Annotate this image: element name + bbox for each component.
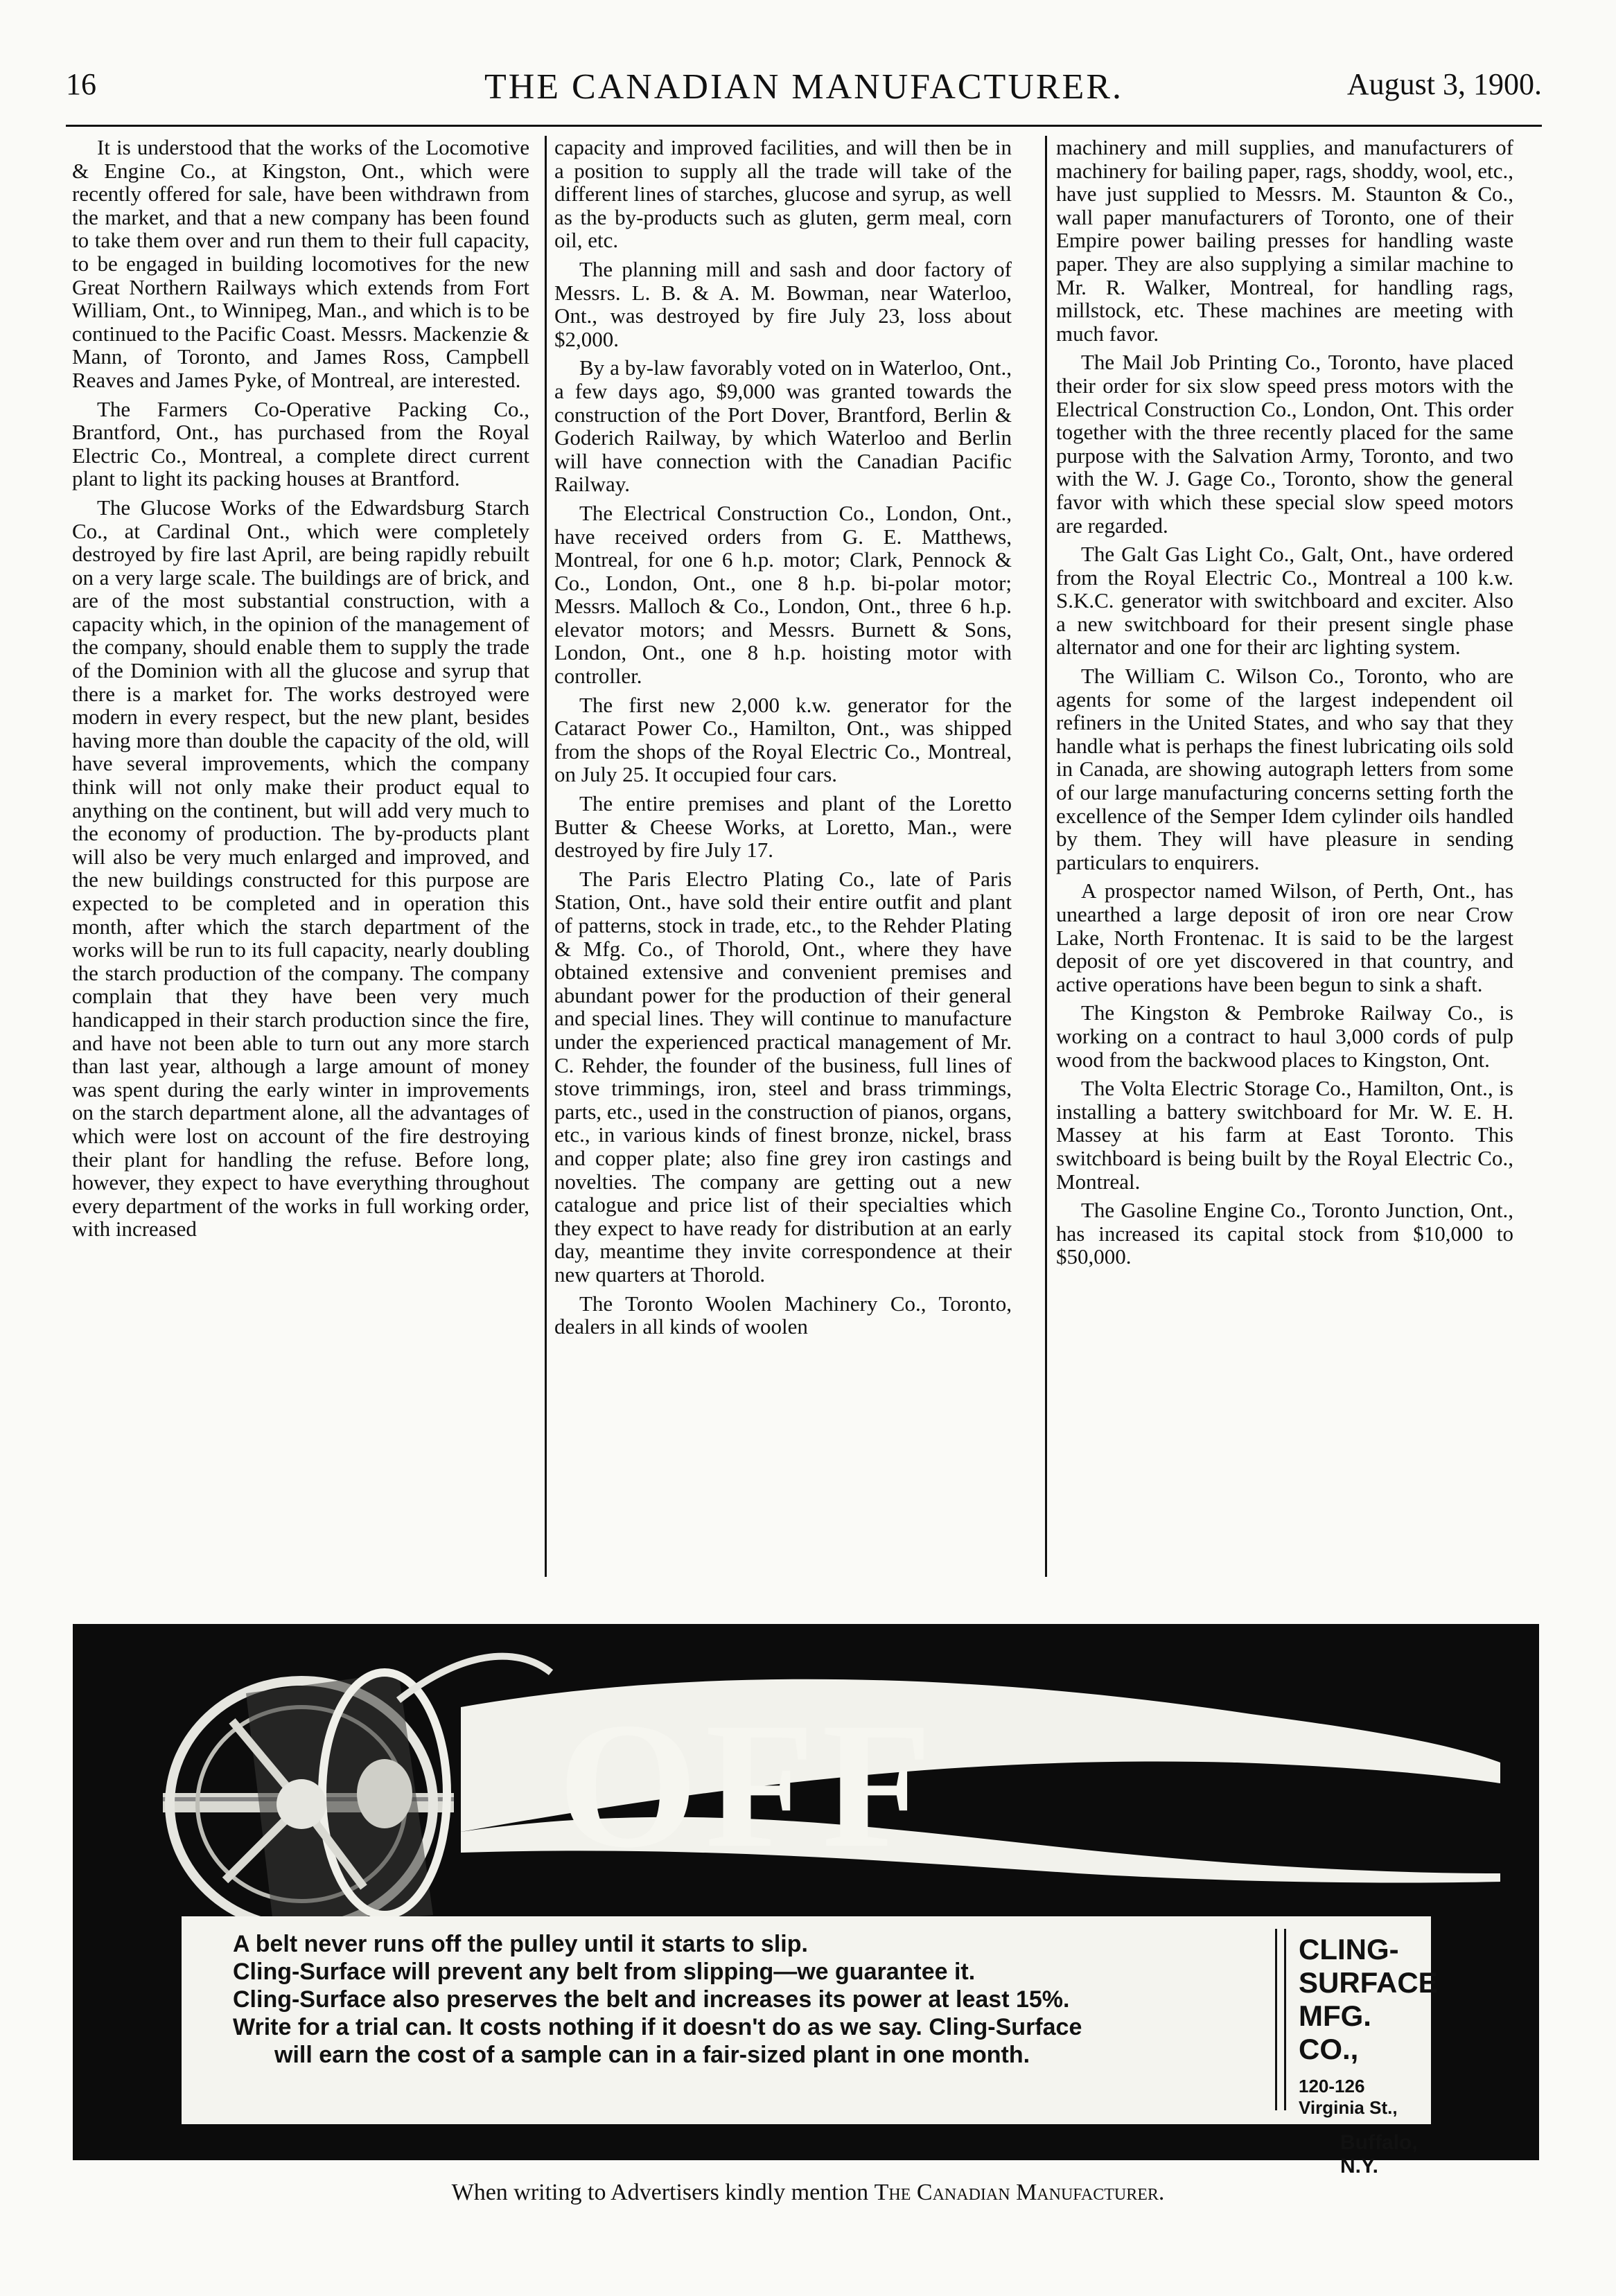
article-gasoline-engine: The Gasoline Engine Co., Toronto Junction, Ont., has increased its capital stock from $10,000 to $50,000.	[1056, 1198, 1513, 1269]
issue-date: August 3, 1900.	[1346, 67, 1542, 101]
ad-line: Cling-Surface will prevent any belt from slipping—we guarantee it.	[233, 1959, 976, 1985]
ad-copy	[233, 1930, 1258, 2069]
header-rule	[66, 125, 1542, 127]
article-kingston-railway: The Kingston & Pembroke Railway Co., is working on a contract to haul 3,000 cords of pulp wood from the backwood places to Kingston, Ont.	[1056, 1000, 1513, 1072]
page-number: 16	[66, 67, 96, 101]
article-continuation: machinery and mill supplies, and manufacturers of machinery for bailing paper, rags, shoddy, wool, etc., have just supplied to Messrs. M. Staunton & Co., wall paper manufacturers of Toronto, one of their Empire power bailing presses for handling waste paper. They are also supplying a similar machine to Mr. R. Walker, Montreal, for handling rags, millstock, etc. These machines are meeting with much favor.	[1056, 136, 1513, 346]
article-wilson-oils: The William C. Wilson Co., Toronto, who are agents for some of the largest independent oil refiners in the United States, and who say that they handle what is perhaps the finest lubricating oils sold in Canada, are showing autograph letters from some of our large manufacturing concerns setting forth the excellence of the Semper Idem cylinder oils handled by them. They will have pleasure in sending particulars to enquirers.	[1056, 664, 1513, 874]
svg-text:OFF: OFF	[558, 1686, 939, 1885]
column-1	[72, 136, 529, 1605]
article-volta-storage: The Volta Electric Storage Co., Hamilton, Ont., is installing a battery switchboard for Mr. W. E. H. Massey at his farm at East Toronto. This switchboard is being built by the Royal Electric Co., Montreal.	[1056, 1076, 1513, 1194]
company-address: 120-126 Virginia St.,	[1299, 2076, 1398, 2118]
article-locomotive-works: It is understood that the works of the Locomotive & Engine Co., at Kingston, Ont., which were recently offered for sale, have been withdrawn from the market, and that a new company has been found to take them over and run them to their full capacity, to be engaged in building locomotives for the new Great Northern Railways which extends from Fort William, Ont., to Winnipeg, Man., and which is to be continued to the Pacific Coast. Messrs. Mackenzie & Mann, of Toronto, and James Ross, Campbell Reaves and James Pyke, of Montreal, are interested.	[72, 136, 529, 392]
footer-text: When writing to Advertisers kindly mention	[451, 2180, 875, 2205]
column-divider	[1045, 136, 1047, 1577]
article-loretto-fire: The entire premises and plant of the Loretto Butter & Cheese Works, at Loretto, Man., were destroyed by fire July 17.	[554, 791, 1012, 863]
article-cataract-generator: The first new 2,000 k.w. generator for the Cataract Power Co., Hamilton, Ont., was shipped from the shops of the Royal Electric Co., Montreal, on July 25. It occupied four cars.	[554, 692, 1012, 787]
company-name-suffix: MFG. CO.,	[1299, 1999, 1371, 2065]
page-footer	[0, 2180, 1616, 2206]
column-divider	[545, 136, 547, 1577]
ad-divider	[1275, 1929, 1286, 2110]
ad-line: A belt never runs off the pulley until it starts to slip.	[233, 1931, 808, 1957]
ad-line: Write for a trial can. It costs nothing if it doesn't do as we say. Cling-Surface	[233, 2014, 1082, 2040]
article-mail-job-printing: The Mail Job Printing Co., Toronto, have placed their order for six slow speed press motors with the Electrical Construction Co., London, Ont. This order together with the three recently placed for the same purpose with the Salvation Army, Toronto, and two with the W. J. Gage Co., Toronto, show the general favor with which these special slow speed motors are regarded.	[1056, 350, 1513, 538]
footer-publication: The Canadian Manufacturer.	[874, 2180, 1165, 2205]
masthead: THE CANADIAN MANUFACTURER.	[484, 67, 1124, 107]
ad-copy-panel	[182, 1916, 1438, 2178]
ad-line: will earn the cost of a sample can in a fair-sized plant in one month.	[274, 2042, 1030, 2068]
article-paris-plating: The Paris Electro Plating Co., late of Paris Station, Ont., have sold their entire outfit and plant of patterns, stock in trade, etc., to the Rehder Plating & Mfg. Co., of Thorold, Ont., where they have obtained extensive and convenient premises and abundant power for the production of their general and special lines. They will continue to manufacture under the experienced practical management of Mr. C. Rehder, the founder of the business, full lines of stove trimmings, iron, steel and brass trimmings, parts, etc., used in the construction of pianos, organs, etc., in various kinds of finest bronze, nickel, brass and copper plate; also fine grey iron castings and novelties. The company are getting out a new catalogue and price list of their specialties which they expect to have ready for distribution at an early day, meantime they invite correspondence at their new quarters at Thorold.	[554, 866, 1012, 1287]
article-continuation: capacity and improved facilities, and will then be in a position to supply all the trade will take of the different lines of starches, glucose and syrup, as well as the by-products such as gluten, germ meal, corn oil, etc.	[554, 136, 1012, 253]
article-electrical-construction: The Electrical Construction Co., London, Ont., have received orders from G. E. Matthews, Montreal, for one 6 h.p. motor; Clark, Pennock & Co., London, Ont., one 8 h.p. bi-polar motor; Messrs. Malloch & Co., London, Ont., three 6 h.p. elevator motors; and Messrs. Burnett & Sons, London, Ont., one 8 h.p. hoisting motor with controller.	[554, 500, 1012, 689]
article-farmers-packing: The Farmers Co-Operative Packing Co., Brantford, Ont., has purchased from the Royal Electric Co., Montreal, a complete direct current plant to light its packing houses at Brantford.	[72, 396, 529, 491]
article-galt-gas: The Galt Gas Light Co., Galt, Ont., have ordered from the Royal Electric Co., Montreal a 100 k.w. S.K.C. generator with switchboard and exciter. Also a new switchboard for their present single phase alternator and one for their arc lighting system.	[1056, 542, 1513, 660]
cling-surface-advertisement	[73, 1624, 1539, 2178]
page-header	[66, 67, 1542, 116]
column-2	[554, 136, 1012, 1605]
article-iron-ore: A prospector named Wilson, of Perth, Ont., has unearthed a large deposit of iron ore near Crow Lake, North Frontenac. It is said to be the largest deposit of ore yet discovered in that country, and active operations have been begun to sink a shaft.	[1056, 878, 1513, 996]
company-city: Buffalo, N.Y.	[1340, 2131, 1418, 2178]
article-glucose-works: The Glucose Works of the Edwardsburg Starch Co., at Cardinal Ont., which were completely destroyed by fire last April, are being rapidly rebuilt on a very large scale. The buildings are of brick, and are of the most substantial construction, with a capacity which, in the opinion of the management of the company, should enable them to supply the trade of the Dominion with all the glucose and syrup that there is a market for. The works destroyed were modern in every respect, but the new plant, besides having more than double the capacity of the old, will have several improvements, which the company think will not only make their product equal to anything on the continent, but will add very much to the economy of production. The by-products plant will also be very much enlarged and improved, and the new buildings constructed for this purpose are expected to be completed and in operation this month, after which the starch department of the works will be run to its full capacity, nearly doubling the starch production of the company. The company complain that they have been very much handicapped in their starch production since the fire, and have not been able to turn out any more starch than last year, although a large amount of money was spent during the early winter in improvements on the starch department alone, all the advantages of which were lost on account of the fire destroying their plant for handling the refuse. Before long, however, they expect to have everything throughout every department of the works in full working order, with increased	[72, 495, 529, 1242]
advertiser-block	[1299, 1933, 1438, 2178]
column-3	[1056, 136, 1513, 1605]
article-waterloo-bylaw: By a by-law favorably voted on in Waterloo, Ont., a few days ago, $9,000 was granted towards the construction of the Port Dover, Brantford, Berlin & Goderich Railway, by which Waterloo and Berlin will have connection with the Canadian Pacific Railway.	[554, 355, 1012, 497]
article-bowman-mill: The planning mill and sash and door factory of Messrs. L. B. & A. M. Bowman, near Waterloo, Ont., was destroyed by fire July 23, loss about $2,000.	[554, 256, 1012, 351]
article-woolen-machinery: The Toronto Woolen Machinery Co., Toronto, dealers in all kinds of woolen	[554, 1291, 1012, 1339]
ad-line: Cling-Surface also preserves the belt and increases its power at least 15%.	[233, 1986, 1070, 2013]
company-name: CLING-SURFACE	[1299, 1933, 1438, 1999]
